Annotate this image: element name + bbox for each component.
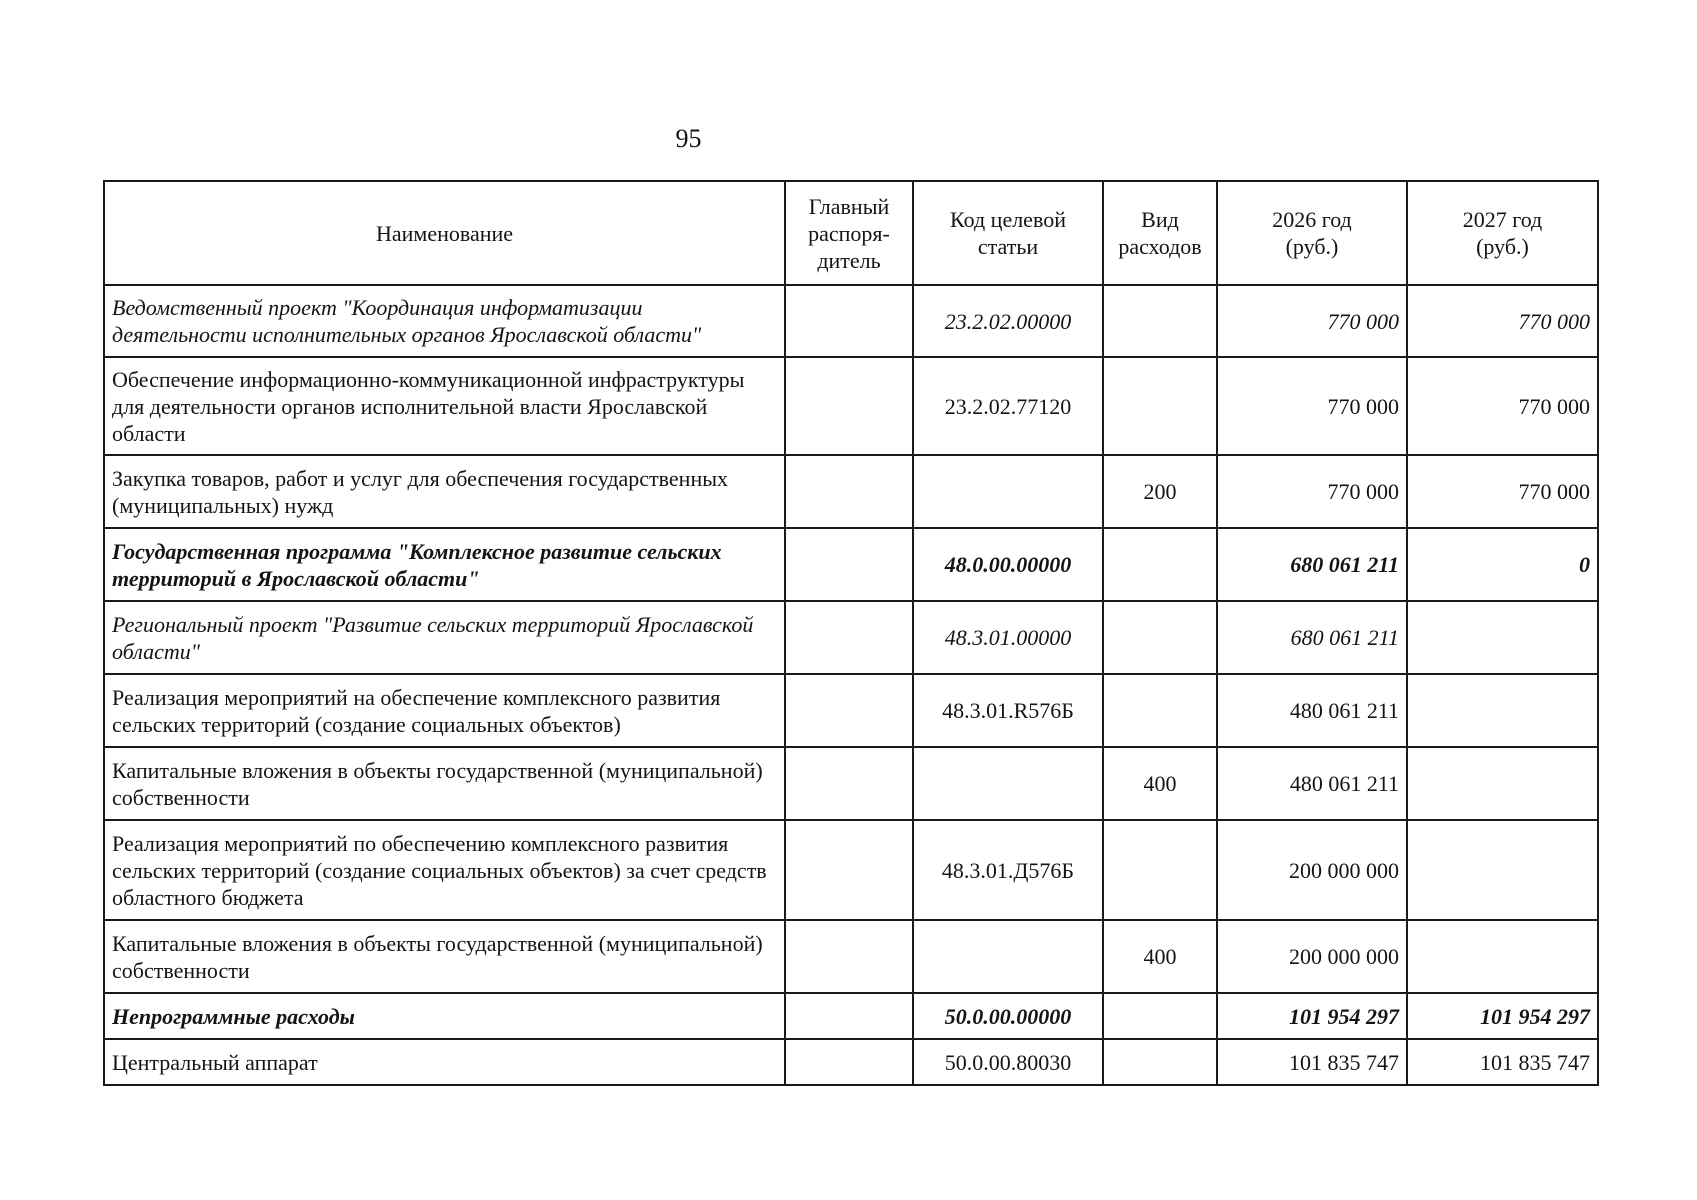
row-main-manager [785, 993, 913, 1039]
row-main-manager [785, 528, 913, 601]
table-row [104, 285, 1598, 357]
header-main-line-3: дитель [817, 247, 881, 273]
row-name: Центральный аппарат [104, 1039, 785, 1085]
row-main-manager [785, 674, 913, 747]
header-main-line-2: распоря- [808, 220, 890, 246]
header-target-code [913, 181, 1103, 285]
row-target-code [913, 920, 1103, 993]
table-row [104, 820, 1598, 920]
header-2027-line-2: (руб.) [1476, 234, 1529, 259]
row-name: Реализация мероприятий на обеспечение комплексного развития сельских территорий (создание социальных объектов) [104, 674, 785, 747]
row-amount-2027: 101 835 747 [1407, 1039, 1598, 1085]
row-main-manager [785, 1039, 913, 1085]
header-code-line-2: статьи [977, 234, 1039, 259]
table-row [104, 674, 1598, 747]
row-main-manager [785, 601, 913, 674]
header-2027 [1407, 181, 1598, 285]
row-name: Обеспечение информационно-коммуникационной инфраструктуры для деятельности органов исполнительной власти Ярославской области [104, 357, 785, 455]
header-code-line-1: Код целевой [950, 207, 1066, 232]
row-target-code: 23.2.02.00000 [913, 285, 1103, 357]
header-2026-line-2: (руб.) [1285, 234, 1339, 259]
row-expense-type [1103, 1039, 1217, 1085]
row-main-manager [785, 747, 913, 820]
header-name: Наименование [104, 181, 785, 285]
row-main-manager [785, 920, 913, 993]
row-target-code: 48.3.01.Д576Б [913, 820, 1103, 920]
row-name: Ведомственный проект "Координация информатизации деятельности исполнительных органов Ярославской области" [104, 285, 785, 357]
row-amount-2027 [1407, 674, 1598, 747]
row-expense-type: 400 [1103, 920, 1217, 993]
row-amount-2026: 680 061 211 [1217, 528, 1407, 601]
header-main-line-1: Главный [808, 193, 890, 219]
row-amount-2026: 770 000 [1217, 455, 1407, 528]
row-amount-2027: 770 000 [1407, 285, 1598, 357]
row-amount-2027: 770 000 [1407, 455, 1598, 528]
row-expense-type [1103, 357, 1217, 455]
row-expense-type: 400 [1103, 747, 1217, 820]
table-row [104, 601, 1598, 674]
row-name: Реализация мероприятий по обеспечению комплексного развития сельских территорий (создание социальных объектов) за счет средств областного бюджета [104, 820, 785, 920]
row-main-manager [785, 820, 913, 920]
header-main-manager [785, 181, 913, 285]
row-expense-type [1103, 601, 1217, 674]
row-amount-2027 [1407, 820, 1598, 920]
table-row [104, 920, 1598, 993]
row-target-code: 48.3.01.00000 [913, 601, 1103, 674]
row-expense-type [1103, 528, 1217, 601]
budget-table [103, 180, 1599, 1086]
row-name: Капитальные вложения в объекты государственной (муниципальной) собственности [104, 920, 785, 993]
row-expense-type [1103, 285, 1217, 357]
row-name: Непрограммные расходы [104, 993, 785, 1039]
row-target-code: 23.2.02.77120 [913, 357, 1103, 455]
header-vid-line-2: расходов [1118, 234, 1202, 259]
row-amount-2027 [1407, 920, 1598, 993]
table-row [104, 993, 1598, 1039]
row-amount-2027 [1407, 747, 1598, 820]
header-2027-line-1: 2027 год [1462, 207, 1543, 232]
row-amount-2027 [1407, 601, 1598, 674]
row-amount-2026: 200 000 000 [1217, 820, 1407, 920]
row-expense-type [1103, 674, 1217, 747]
table-row [104, 455, 1598, 528]
table-row [104, 747, 1598, 820]
row-target-code: 48.3.01.R576Б [913, 674, 1103, 747]
row-expense-type [1103, 820, 1217, 920]
row-amount-2026: 480 061 211 [1217, 674, 1407, 747]
table-row [104, 528, 1598, 601]
row-amount-2027: 101 954 297 [1407, 993, 1598, 1039]
table-row [104, 357, 1598, 455]
table-row [104, 1039, 1598, 1085]
row-expense-type [1103, 993, 1217, 1039]
row-name: Государственная программа "Комплексное развитие сельских территорий в Ярославской области" [104, 528, 785, 601]
row-target-code [913, 747, 1103, 820]
row-amount-2027: 0 [1407, 528, 1598, 601]
row-main-manager [785, 357, 913, 455]
row-amount-2026: 770 000 [1217, 285, 1407, 357]
header-2026 [1217, 181, 1407, 285]
row-target-code: 48.0.00.00000 [913, 528, 1103, 601]
page-number: 95 [675, 124, 702, 153]
row-name: Региональный проект "Развитие сельских территорий Ярославской области" [104, 601, 785, 674]
row-amount-2026: 101 835 747 [1217, 1039, 1407, 1085]
row-target-code: 50.0.00.80030 [913, 1039, 1103, 1085]
row-name: Капитальные вложения в объекты государственной (муниципальной) собственности [104, 747, 785, 820]
row-name: Закупка товаров, работ и услуг для обеспечения государственных (муниципальных) нужд [104, 455, 785, 528]
row-amount-2026: 680 061 211 [1217, 601, 1407, 674]
row-amount-2026: 101 954 297 [1217, 993, 1407, 1039]
row-main-manager [785, 455, 913, 528]
row-main-manager [785, 285, 913, 357]
header-expense-type [1103, 181, 1217, 285]
row-expense-type: 200 [1103, 455, 1217, 528]
header-vid-line-1: Вид [1141, 207, 1179, 232]
table-header-row [104, 181, 1598, 285]
row-amount-2026: 480 061 211 [1217, 747, 1407, 820]
row-target-code [913, 455, 1103, 528]
header-2026-line-1: 2026 год [1272, 207, 1352, 232]
row-amount-2026: 200 000 000 [1217, 920, 1407, 993]
row-target-code: 50.0.00.00000 [913, 993, 1103, 1039]
row-amount-2026: 770 000 [1217, 357, 1407, 455]
row-amount-2027: 770 000 [1407, 357, 1598, 455]
